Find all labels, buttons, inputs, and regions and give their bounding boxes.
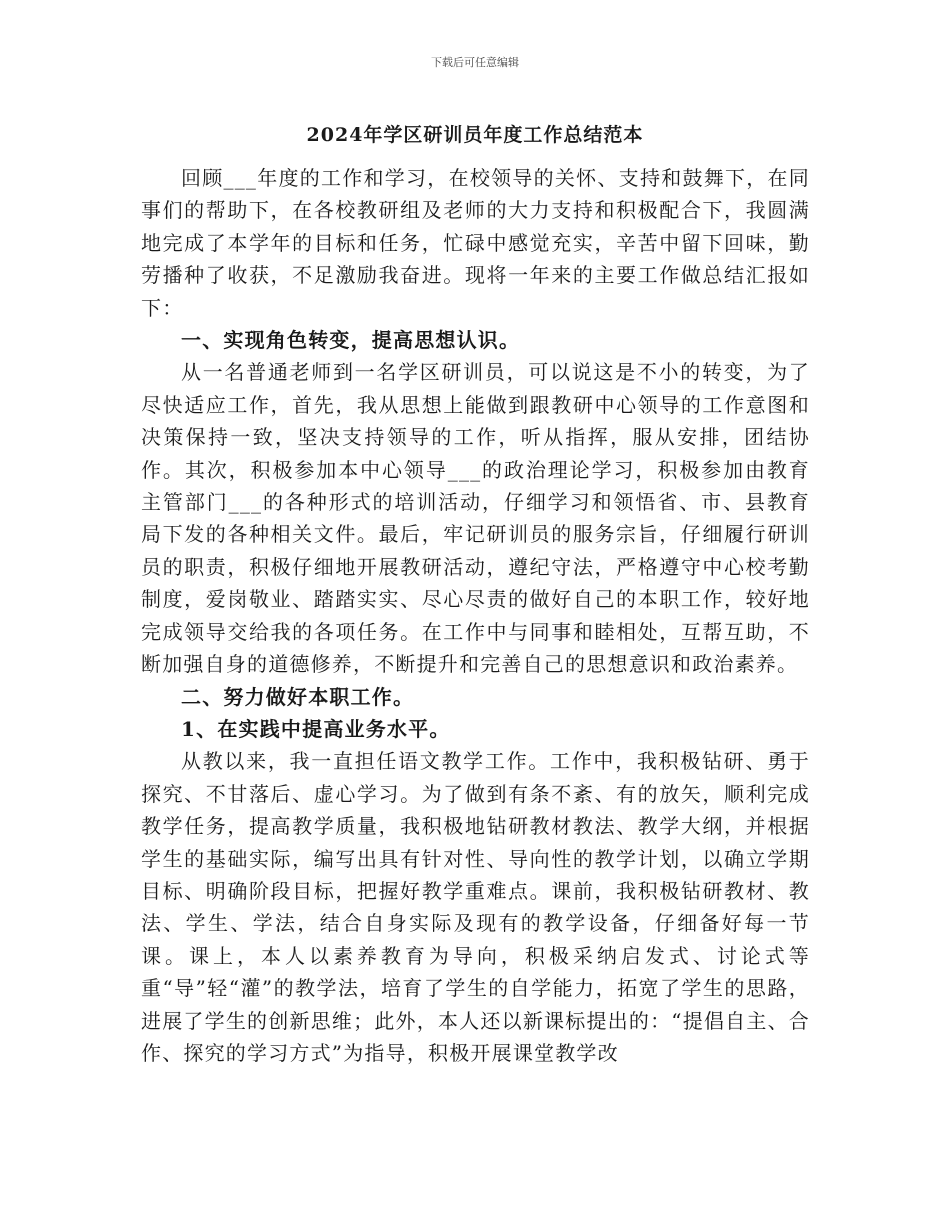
section-1-paragraph: 从一名普通老师到一名学区研训员，可以说这是不小的转变，为了尽快适应工作，首先，我从思想上能做到跟教研中心领导的工作意图和决策保持一致，坚决支持领导的工作，听从指挥，服从安排，团结协作。其次，积极参加本中心领导___的政治理论学习，积极参加由教育主管部门___的各种形式的培训活动，仔细学习和领悟省、市、县教育局下发的各种相关文件。最后，牢记研训员的服务宗旨，仔细履行研训员的职责，积极仔细地开展教研活动，遵纪守法，严格遵守中心校考勤制度，爱岗敬业、踏踏实实、尽心尽责的做好自己的本职工作，较好地完成领导交给我的各项任务。在工作中与同事和睦相处，互帮互助，不断加强自身的道德修养，不断提升和完善自己的思想意识和政治素养。 <box>141 360 810 677</box>
header-note: 下载后可任意编辑 <box>431 56 519 69</box>
document-title: 2024年学区研训员年度工作总结范本 <box>306 124 644 146</box>
subsection-2-1-paragraph: 从教以来，我一直担任语文教学工作。工作中，我积极钻研、勇于探究、不甘落后、虚心学习。为了做到有条不紊、有的放矢，顺利完成教学任务，提高教学质量，我积极地钻研教材教法、教学大纲，并根据学生的基础实际，编写出具有针对性、导向性的教学计划，以确立学期目标、明确阶段目标，把握好教学重难点。课前，我积极钻研教材、教法、学生、学法，结合自身实际及现有的教学设备，仔细备好每一节课。课上，本人以素养教育为导向，积极采纳启发式、讨论式等重“导”轻“灌”的教学法，培育了学生的自学能力，拓宽了学生的思路，进展了学生的创新思维；此外，本人还以新课标提出的：“提倡自主、合作、探究的学习方式”为指导，积极开展课堂教学改 <box>141 749 810 1065</box>
document-body <box>141 162 810 1069</box>
section-heading-1: 一、实现角色转变，提高思想认识。 <box>181 328 521 353</box>
section-heading-2: 二、努力做好本职工作。 <box>181 684 415 709</box>
subsection-heading-2-1: 1、在实践中提高业务水平。 <box>181 716 451 741</box>
intro-paragraph: 回顾___年度的工作和学习，在校领导的关怀、支持和鼓舞下，在同事们的帮助下，在各校教研组及老师的大力支持和积极配合下，我圆满地完成了本学年的目标和任务，忙碌中感觉充实，辛苦中留下回味，勤劳播种了收获，不足激励我奋进。现将一年来的主要工作做总结汇报如下： <box>141 166 810 320</box>
